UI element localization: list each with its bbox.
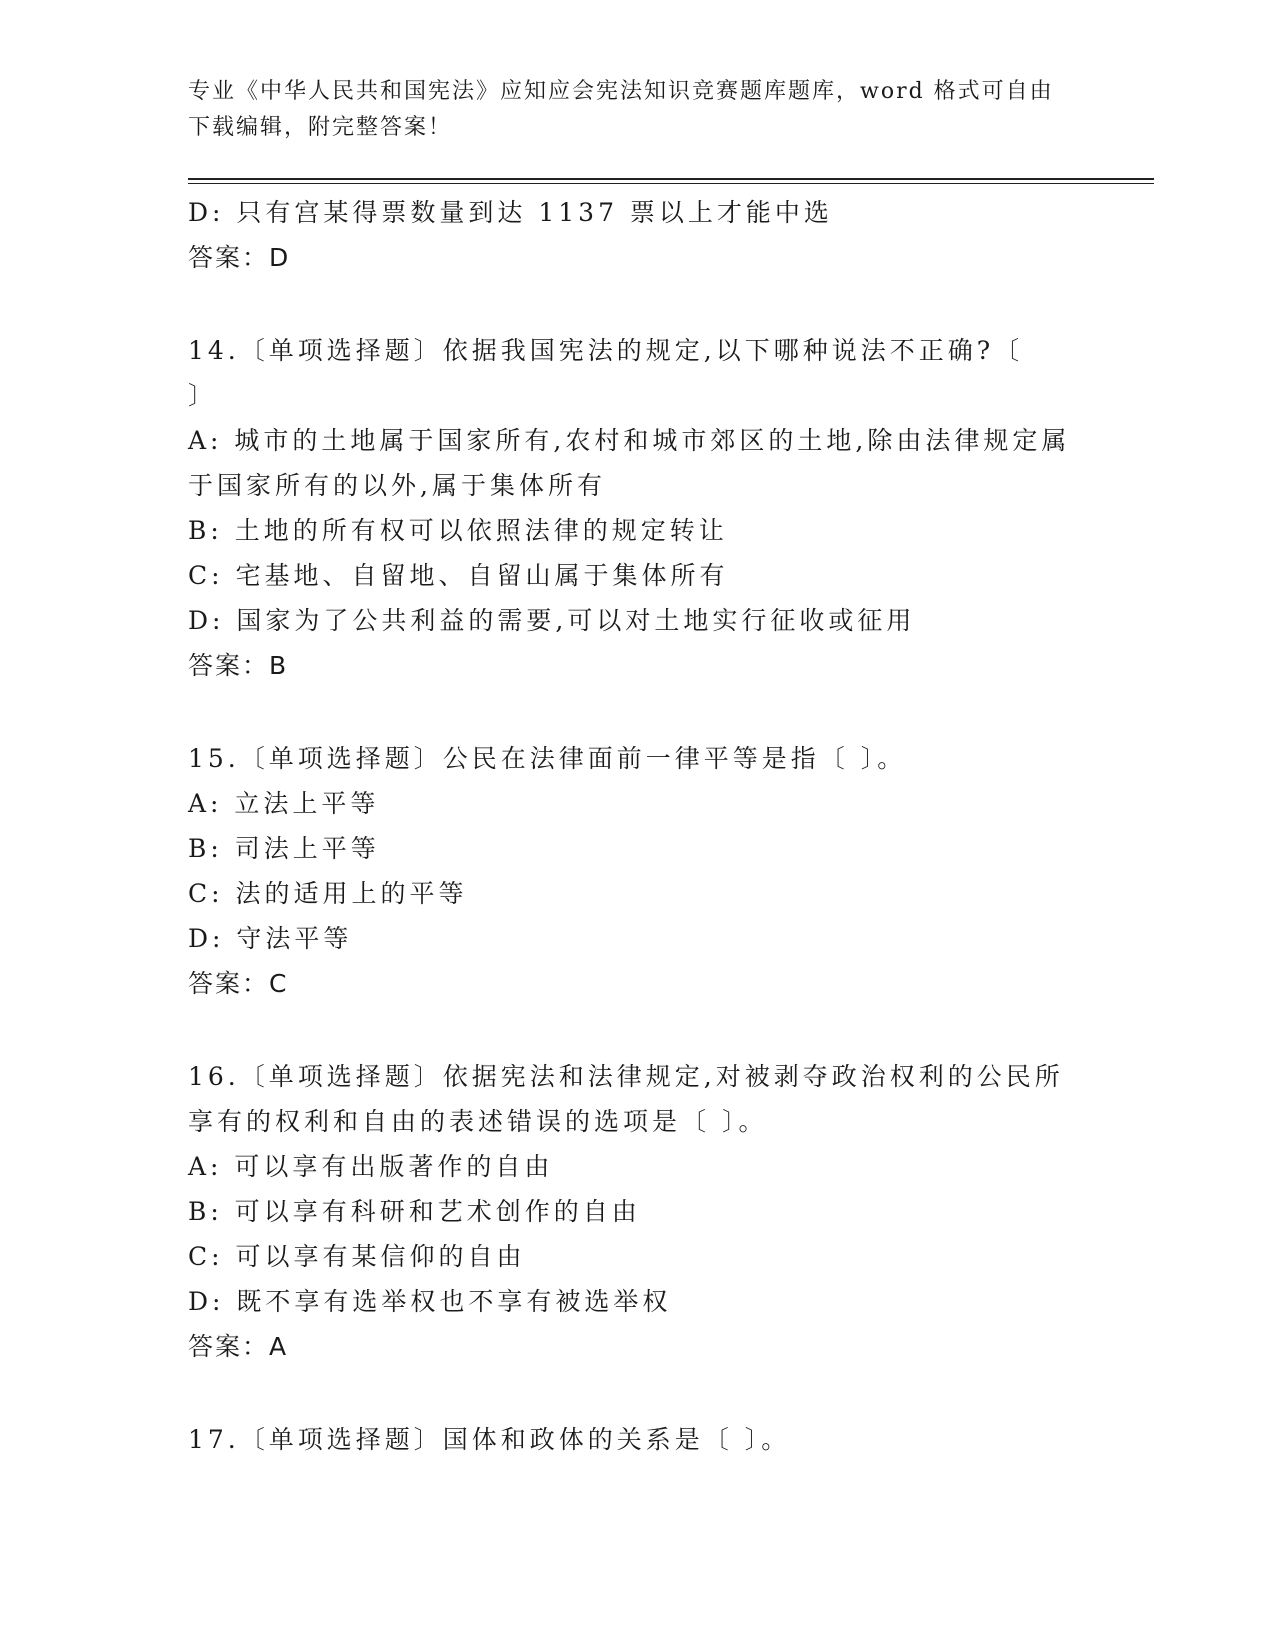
spacer [188, 1006, 1068, 1054]
option-d: D: 国家为了公共利益的需要,可以对土地实行征收或征用 [188, 606, 916, 635]
document-header [188, 74, 1068, 146]
option-a: A: 可以享有出版著作的自由 [188, 1152, 554, 1181]
option-d: D: 只有宫某得票数量到达 1137 票以上才能中选 [188, 198, 833, 227]
spacer [188, 1369, 1068, 1417]
question-stem: 14.〔单项选择题〕依据我国宪法的规定,以下哪种说法不正确?〔 [188, 336, 1024, 365]
question-14 [188, 328, 1071, 688]
option-d: D: 既不享有选举权也不享有被选举权 [188, 1287, 672, 1316]
question-stem-cont: 享有的权利和自由的表述错误的选项是〔 〕。 [188, 1107, 768, 1136]
option-a: A: 城市的土地属于国家所有,农村和城市郊区的土地,除由法律规定属 [188, 426, 1071, 455]
option-c: C: 可以享有某信仰的自由 [188, 1242, 526, 1271]
question-stem: 16.〔单项选择题〕依据宪法和法律规定,对被剥夺政治权利的公民所 [188, 1062, 1064, 1091]
question-15 [188, 736, 1068, 1006]
option-c: C: 宅基地、自留地、自留山属于集体所有 [188, 561, 729, 590]
answer: 答案：B [188, 651, 289, 680]
question-stem-cont: 〕 [188, 381, 218, 410]
question-stem: 17.〔单项选择题〕国体和政体的关系是〔 〕。 [188, 1425, 791, 1454]
option-a: A: 立法上平等 [188, 789, 380, 818]
option-b: B: 可以享有科研和艺术创作的自由 [188, 1197, 641, 1226]
header-line-2: 下载编辑，附完整答案！ [188, 115, 453, 140]
header-line-1: 专业《中华人民共和国宪法》应知应会宪法知识竞赛题库题库，word 格式可自由 [188, 79, 1054, 104]
question-13 [188, 190, 1068, 280]
option-c: C: 法的适用上的平等 [188, 879, 468, 908]
option-d: D: 守法平等 [188, 924, 353, 953]
header-divider-thin [188, 183, 1154, 184]
question-16 [188, 1054, 1068, 1369]
spacer [188, 280, 1068, 328]
question-stem: 15.〔单项选择题〕公民在法律面前一律平等是指〔 〕。 [188, 744, 907, 773]
option-a-cont: 于国家所有的以外,属于集体所有 [188, 471, 606, 500]
answer: 答案：A [188, 1332, 289, 1361]
answer: 答案：D [188, 243, 291, 272]
option-b: B: 司法上平等 [188, 834, 380, 863]
question-17 [188, 1417, 1068, 1462]
spacer [188, 688, 1068, 736]
answer: 答案：C [188, 969, 289, 998]
question-list [188, 190, 1071, 1462]
option-b: B: 土地的所有权可以依照法律的规定转让 [188, 516, 728, 545]
header-divider-thick [188, 178, 1154, 180]
